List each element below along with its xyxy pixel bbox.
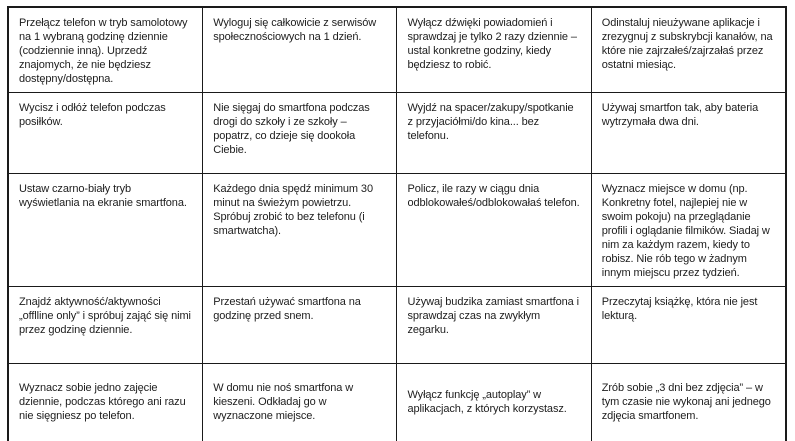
table-row (8, 287, 786, 364)
table-cell: Policz, ile razy w ciągu dnia odblokowałeś/odblokowałaś telefon. (397, 174, 591, 287)
table-cell: Wyznacz miejsce w domu (np. Konkretny fotel, najlepiej nie w swoim pokoju) na przeglądanie profili i oglądanie filmików. Siadaj w nim za każdym razem, kiedy to robisz. Nie rób tego w żadnym innym miejscu przez tydzień. (591, 174, 786, 287)
table-cell: Używaj budzika zamiast smartfona i sprawdzaj czas na zwykłym zegarku. (397, 287, 591, 364)
table-cell: Wyloguj się całkowicie z serwisów społecznościowych na 1 dzień. (203, 7, 397, 93)
table-cell: Przeczytaj książkę, która nie jest lekturą. (591, 287, 786, 364)
challenge-table (7, 6, 787, 441)
table-row (8, 364, 786, 441)
table-cell: Wycisz i odłóż telefon podczas posiłków. (8, 93, 203, 174)
table-cell: Przełącz telefon w tryb samolotowy na 1 wybraną godzinę dziennie (codziennie inną). Uprzedź znajomych, że nie będziesz dostępny/dostępna. (8, 7, 203, 93)
table-cell: Każdego dnia spędź minimum 30 minut na świeżym powietrzu. Spróbuj zrobić to bez telefonu (i smartwatcha). (203, 174, 397, 287)
table-row (8, 174, 786, 287)
table-cell: Ustaw czarno-biały tryb wyświetlania na ekranie smartfona. (8, 174, 203, 287)
table-cell: Wyłącz funkcję „autoplay” w aplikacjach, z których korzystasz. (397, 364, 591, 441)
table-cell: W domu nie noś smartfona w kieszeni. Odkładaj go w wyznaczone miejsce. (203, 364, 397, 441)
table-cell: Odinstaluj nieużywane aplikacje i zrezygnuj z subskrybcji kanałów, na które nie zajrzałeś/zajrzałaś przez ostatni miesiąc. (591, 7, 786, 93)
table-row (8, 7, 786, 93)
table-row (8, 93, 786, 174)
table-cell: Wyznacz sobie jedno zajęcie dziennie, podczas którego ani razu nie sięgniesz po telefon. (8, 364, 203, 441)
table-cell: Nie sięgaj do smartfona podczas drogi do szkoły i ze szkoły – popatrz, co dzieje się dookoła Ciebie. (203, 93, 397, 174)
table-cell: Znajdź aktywność/aktywności „offlline only” i spróbuj zająć się nimi przez godzinę dziennie. (8, 287, 203, 364)
table-cell: Przestań używać smartfona na godzinę przed snem. (203, 287, 397, 364)
table-cell: Wyłącz dźwięki powiadomień i sprawdzaj je tylko 2 razy dziennie – ustal konkretne godziny, kiedy będziesz to robić. (397, 7, 591, 93)
table-cell: Używaj smartfon tak, aby bateria wytrzymała dwa dni. (591, 93, 786, 174)
table-cell: Zrób sobie „3 dni bez zdjęcia” – w tym czasie nie wykonaj ani jednego zdjęcia smartfonem. (591, 364, 786, 441)
table-cell: Wyjdź na spacer/zakupy/spotkanie z przyjaciółmi/do kina... bez telefonu. (397, 93, 591, 174)
